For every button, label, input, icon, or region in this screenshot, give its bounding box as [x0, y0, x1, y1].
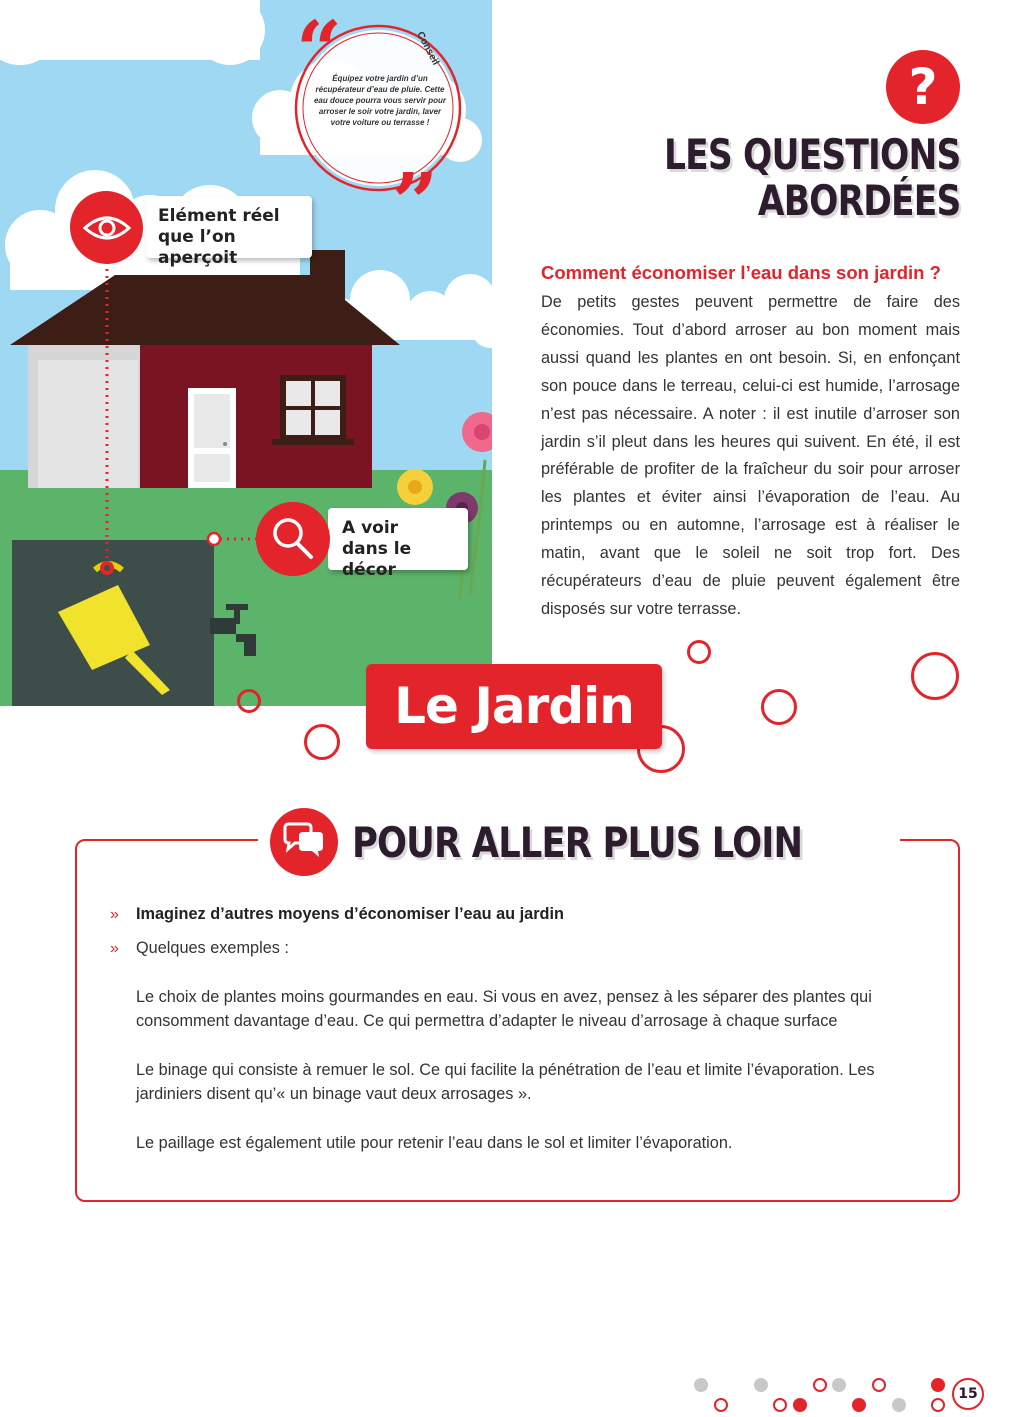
example-2-line1: Le binage qui consiste à remuer le sol. Ce qui facilite la pénétration de l’eau et limite l’évaporation. Les: [136, 1061, 875, 1079]
bullet-marker: »: [110, 940, 119, 957]
footer-dot: [892, 1398, 906, 1412]
footer-dot: [793, 1398, 807, 1412]
further-item-1: Imaginez d’autres moyens d’économiser l’eau au jardin: [136, 905, 564, 923]
question-heading: Comment économiser l’eau dans son jardin ?: [541, 262, 941, 283]
yellow-flower: [397, 469, 433, 505]
further-item-2: Quelques exemples :: [136, 939, 289, 957]
further-header: [258, 806, 900, 878]
example-1-line1: Le choix de plantes moins gourmandes en eau. Si vous en avez, pensez à les séparer des plantes qui: [136, 988, 872, 1006]
decor-ring: [911, 652, 959, 700]
chat-bubbles-icon: [270, 808, 338, 876]
example-1-line2: consomment davantage d’eau. Ce qui permettra d’adapter le niveau d’arrosage à chaque surface: [136, 1012, 838, 1030]
search-label-card: [328, 508, 468, 580]
page-title-badge: [366, 664, 662, 749]
footer-dot: [832, 1378, 846, 1392]
svg-text:“: “: [296, 3, 343, 97]
garden-illustration: [0, 0, 492, 706]
search-label-line2: dans le décor: [342, 539, 412, 580]
svg-text:”: ”: [392, 155, 439, 249]
eye-label-line2: que l’on aperçoit: [158, 227, 238, 268]
eye-label-line1: Elément réel: [158, 206, 280, 226]
page-title: Le Jardin: [394, 677, 634, 735]
advice-label: Conseil: [414, 30, 441, 68]
example-2-line2: jardiniers disent qu’« un binage vaut deux arrosages ».: [136, 1085, 532, 1103]
footer-dot: [773, 1398, 787, 1412]
magnifier-badge: [255, 501, 331, 577]
decor-ring: [687, 640, 711, 664]
questions-title-line2: ABORDÉES: [757, 176, 960, 225]
questions-title-line1: LES QUESTIONS: [663, 130, 960, 179]
example-3-line1: Le paillage est également utile pour retenir l’eau dans le sol et limiter l’évaporation.: [136, 1134, 733, 1152]
questions-title: [664, 132, 960, 224]
decor-ring: [237, 689, 261, 713]
footer-dot: [754, 1378, 768, 1392]
footer-dot: [813, 1378, 827, 1392]
footer-dot: [872, 1378, 886, 1392]
footer-dot: [931, 1398, 945, 1412]
footer-dot: [694, 1378, 708, 1392]
bullet-marker: »: [110, 906, 119, 923]
eye-badge: [70, 191, 144, 265]
eye-label-card: [146, 196, 312, 268]
page-number: 15: [952, 1378, 984, 1410]
search-label-line1: A voir: [342, 518, 399, 538]
footer-dot: [714, 1398, 728, 1412]
footer-dot: [852, 1398, 866, 1412]
footer-dot: [931, 1378, 945, 1392]
question-icon: ?: [886, 50, 960, 124]
further-title: POUR ALLER PLUS LOIN: [352, 817, 803, 867]
decor-ring: [304, 724, 340, 760]
decor-ring: [761, 689, 797, 725]
advice-text: Équipez votre jardin d’un récupérateur d’eau de pluie. Cette eau douce pourra vous servir pour arroser le soir votre jardin, laver votre voiture ou terrasse !: [313, 74, 447, 127]
question-body: De petits gestes peuvent permettre de faire des économies. Tout d’abord arroser au bon moment mais aussi quand les plantes en ont besoin. Si, en enfonçant son pouce dans le terreau, celui-ci est humide, l’arrosage n’est pas nécessaire. A noter : il est inutile d’arroser son jardin s’il pleut dans les heures qui suivent. En été, il est préférable de profiter de la fraîcheur du soir pour arroser les plantes et éviter ainsi l’évaporation de l’eau. Au printemps ou en automne, l’arrosage est à réaliser le matin, avant que le soleil ne soit trop fort. Des récupérateurs d’eau de pluie peuvent également être disposés sur votre terrasse.: [541, 293, 960, 618]
